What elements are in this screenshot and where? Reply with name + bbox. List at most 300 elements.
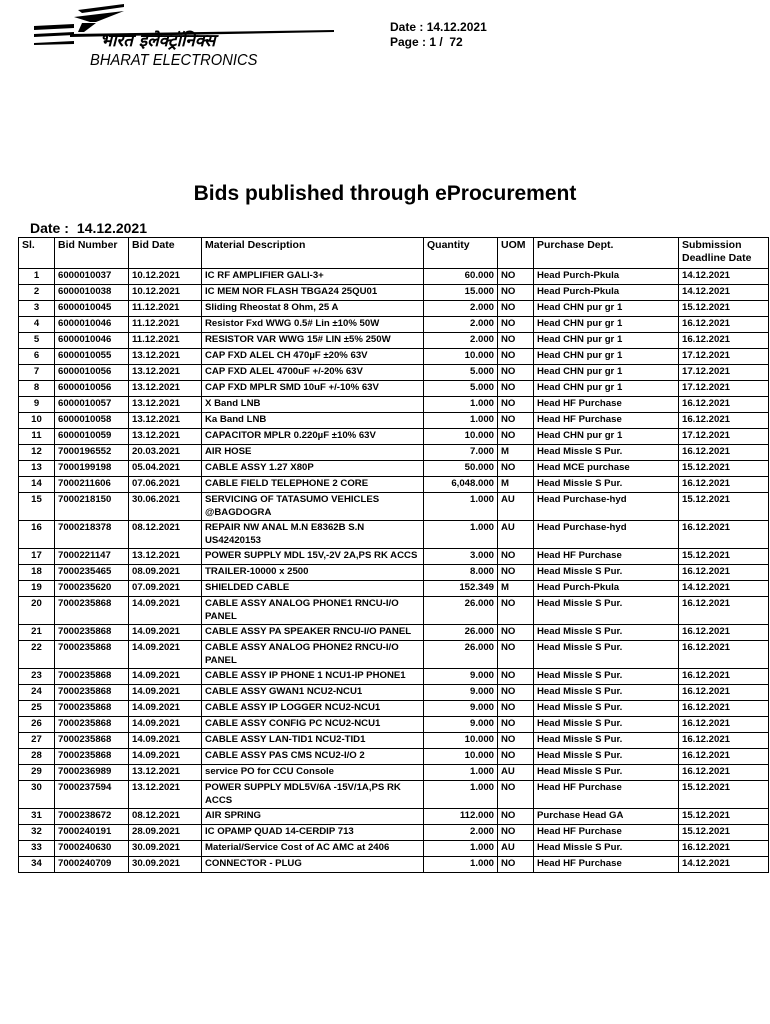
table-row xyxy=(19,397,769,413)
row-submission-deadline: 14.12.2021 xyxy=(679,581,769,597)
row-sl: 7 xyxy=(19,365,55,381)
row-uom: M xyxy=(498,477,534,493)
row-bid-date: 20.03.2021 xyxy=(129,445,202,461)
row-bid-number: 7000199198 xyxy=(55,461,129,477)
row-material-description: Ka Band LNB xyxy=(202,413,424,429)
table-row xyxy=(19,641,769,669)
row-purchase-dept: Head HF Purchase xyxy=(534,857,679,873)
row-sl: 9 xyxy=(19,397,55,413)
row-purchase-dept: Head Missle S Pur. xyxy=(534,717,679,733)
table-row xyxy=(19,445,769,461)
row-sl: 8 xyxy=(19,381,55,397)
row-quantity: 10.000 xyxy=(424,733,498,749)
row-sl: 32 xyxy=(19,825,55,841)
row-submission-deadline: 15.12.2021 xyxy=(679,825,769,841)
row-bid-number: 6000010057 xyxy=(55,397,129,413)
row-purchase-dept: Head Missle S Pur. xyxy=(534,841,679,857)
row-purchase-dept: Head Purchase-hyd xyxy=(534,493,679,521)
row-bid-number: 7000235868 xyxy=(55,685,129,701)
row-material-description: CAP FXD ALEL 4700uF +/-20% 63V xyxy=(202,365,424,381)
row-material-description: CONNECTOR - PLUG xyxy=(202,857,424,873)
row-submission-deadline: 16.12.2021 xyxy=(679,641,769,669)
row-material-description: IC MEM NOR FLASH TBGA24 25QU01 xyxy=(202,285,424,301)
row-purchase-dept: Head Purch-Pkula xyxy=(534,269,679,285)
table-row xyxy=(19,749,769,765)
row-purchase-dept: Head CHN pur gr 1 xyxy=(534,349,679,365)
row-bid-date: 13.12.2021 xyxy=(129,781,202,809)
row-uom: AU xyxy=(498,521,534,549)
row-purchase-dept: Head Purchase-hyd xyxy=(534,521,679,549)
row-submission-deadline: 16.12.2021 xyxy=(679,445,769,461)
row-purchase-dept: Head CHN pur gr 1 xyxy=(534,317,679,333)
row-submission-deadline: 14.12.2021 xyxy=(679,285,769,301)
row-sl: 2 xyxy=(19,285,55,301)
row-purchase-dept: Head Missle S Pur. xyxy=(534,701,679,717)
row-material-description: CABLE ASSY PA SPEAKER RNCU-I/O PANEL xyxy=(202,625,424,641)
row-submission-deadline: 17.12.2021 xyxy=(679,381,769,397)
row-material-description: AIR HOSE xyxy=(202,445,424,461)
row-submission-deadline: 16.12.2021 xyxy=(679,333,769,349)
table-row xyxy=(19,549,769,565)
row-sl: 31 xyxy=(19,809,55,825)
row-submission-deadline: 14.12.2021 xyxy=(679,269,769,285)
row-bid-date: 14.09.2021 xyxy=(129,749,202,765)
table-row xyxy=(19,349,769,365)
col-header-purchase-dept: Purchase Dept. xyxy=(534,238,679,269)
table-row xyxy=(19,781,769,809)
row-quantity: 9.000 xyxy=(424,669,498,685)
row-uom: NO xyxy=(498,641,534,669)
row-uom: NO xyxy=(498,285,534,301)
report-date-value: 14.12.2021 xyxy=(76,220,147,236)
row-bid-date: 14.09.2021 xyxy=(129,625,202,641)
row-material-description: CABLE ASSY 1.27 X80P xyxy=(202,461,424,477)
table-row xyxy=(19,493,769,521)
row-submission-deadline: 16.12.2021 xyxy=(679,317,769,333)
row-material-description: CABLE ASSY GWAN1 NCU2-NCU1 xyxy=(202,685,424,701)
row-quantity: 3.000 xyxy=(424,549,498,565)
row-sl: 15 xyxy=(19,493,55,521)
row-bid-date: 13.12.2021 xyxy=(129,365,202,381)
row-purchase-dept: Head Missle S Pur. xyxy=(534,445,679,461)
row-sl: 18 xyxy=(19,565,55,581)
row-purchase-dept: Head CHN pur gr 1 xyxy=(534,381,679,397)
row-uom: NO xyxy=(498,333,534,349)
row-purchase-dept: Head HF Purchase xyxy=(534,413,679,429)
row-quantity: 2.000 xyxy=(424,301,498,317)
row-sl: 20 xyxy=(19,597,55,625)
table-row xyxy=(19,269,769,285)
row-bid-number: 7000235868 xyxy=(55,717,129,733)
row-material-description: CABLE ASSY LAN-TID1 NCU2-TID1 xyxy=(202,733,424,749)
row-submission-deadline: 16.12.2021 xyxy=(679,669,769,685)
table-row xyxy=(19,333,769,349)
row-quantity: 5.000 xyxy=(424,381,498,397)
row-uom: AU xyxy=(498,493,534,521)
row-bid-date: 08.09.2021 xyxy=(129,565,202,581)
table-row xyxy=(19,565,769,581)
row-quantity: 60.000 xyxy=(424,269,498,285)
row-quantity: 2.000 xyxy=(424,333,498,349)
row-bid-number: 6000010037 xyxy=(55,269,129,285)
company-logo xyxy=(34,4,344,74)
logo-hindi-text: भारत इलेक्ट्रॉनिक्स xyxy=(100,31,216,51)
row-material-description: IC RF AMPLIFIER GALI-3+ xyxy=(202,269,424,285)
row-sl: 3 xyxy=(19,301,55,317)
col-header-uom: UOM xyxy=(498,238,534,269)
row-purchase-dept: Head CHN pur gr 1 xyxy=(534,365,679,381)
row-bid-number: 7000235868 xyxy=(55,749,129,765)
row-bid-date: 08.12.2021 xyxy=(129,521,202,549)
row-purchase-dept: Head MCE purchase xyxy=(534,461,679,477)
row-bid-number: 7000238672 xyxy=(55,809,129,825)
page-title: Bids published through eProcurement xyxy=(193,182,577,205)
row-submission-deadline: 15.12.2021 xyxy=(679,809,769,825)
table-row xyxy=(19,625,769,641)
table-row xyxy=(19,301,769,317)
row-submission-deadline: 16.12.2021 xyxy=(679,413,769,429)
bids-table xyxy=(18,237,769,873)
row-purchase-dept: Head HF Purchase xyxy=(534,825,679,841)
row-bid-number: 7000235620 xyxy=(55,581,129,597)
row-submission-deadline: 16.12.2021 xyxy=(679,717,769,733)
row-sl: 16 xyxy=(19,521,55,549)
table-row xyxy=(19,521,769,549)
table-row xyxy=(19,429,769,445)
row-uom: NO xyxy=(498,301,534,317)
row-quantity: 10.000 xyxy=(424,749,498,765)
report-date-label: Date : xyxy=(30,220,69,236)
row-purchase-dept: Head Purch-Pkula xyxy=(534,285,679,301)
row-bid-date: 07.09.2021 xyxy=(129,581,202,597)
row-quantity: 1.000 xyxy=(424,413,498,429)
row-material-description: CAPACITOR MPLR 0.220µF ±10% 63V xyxy=(202,429,424,445)
row-submission-deadline: 16.12.2021 xyxy=(679,749,769,765)
row-material-description: TRAILER-10000 x 2500 xyxy=(202,565,424,581)
row-bid-date: 14.09.2021 xyxy=(129,669,202,685)
row-sl: 1 xyxy=(19,269,55,285)
row-material-description: Material/Service Cost of AC AMC at 2406 xyxy=(202,841,424,857)
row-sl: 21 xyxy=(19,625,55,641)
row-submission-deadline: 16.12.2021 xyxy=(679,765,769,781)
row-bid-date: 10.12.2021 xyxy=(129,269,202,285)
header-page xyxy=(390,35,487,50)
row-purchase-dept: Head Purch-Pkula xyxy=(534,581,679,597)
row-bid-date: 13.12.2021 xyxy=(129,349,202,365)
row-quantity: 10.000 xyxy=(424,429,498,445)
table-row xyxy=(19,285,769,301)
header-page-label: Page : xyxy=(390,35,427,49)
row-sl: 24 xyxy=(19,685,55,701)
header-page-value: 1 / xyxy=(429,35,443,49)
col-header-quantity: Quantity xyxy=(424,238,498,269)
row-quantity: 1.000 xyxy=(424,493,498,521)
row-uom: NO xyxy=(498,317,534,333)
row-bid-date: 28.09.2021 xyxy=(129,825,202,841)
row-sl: 6 xyxy=(19,349,55,365)
table-row xyxy=(19,857,769,873)
row-submission-deadline: 16.12.2021 xyxy=(679,685,769,701)
row-quantity: 1.000 xyxy=(424,765,498,781)
row-material-description: CABLE ASSY ANALOG PHONE2 RNCU-I/O PANEL xyxy=(202,641,424,669)
row-quantity: 50.000 xyxy=(424,461,498,477)
row-uom: NO xyxy=(498,669,534,685)
row-purchase-dept: Head Missle S Pur. xyxy=(534,685,679,701)
row-sl: 29 xyxy=(19,765,55,781)
row-purchase-dept: Head Missle S Pur. xyxy=(534,641,679,669)
row-bid-number: 6000010046 xyxy=(55,317,129,333)
row-bid-number: 7000235868 xyxy=(55,701,129,717)
row-material-description: CABLE FIELD TELEPHONE 2 CORE xyxy=(202,477,424,493)
row-bid-date: 30.09.2021 xyxy=(129,857,202,873)
row-sl: 19 xyxy=(19,581,55,597)
row-sl: 11 xyxy=(19,429,55,445)
table-row xyxy=(19,841,769,857)
row-material-description: CAP FXD ALEL CH 470µF ±20% 63V xyxy=(202,349,424,365)
row-quantity: 1.000 xyxy=(424,397,498,413)
row-submission-deadline: 16.12.2021 xyxy=(679,597,769,625)
logo-english-text: BHARAT ELECTRONICS xyxy=(90,52,258,69)
row-purchase-dept: Head Missle S Pur. xyxy=(534,733,679,749)
row-bid-number: 6000010046 xyxy=(55,333,129,349)
row-bid-date: 13.12.2021 xyxy=(129,381,202,397)
table-header-row xyxy=(19,238,769,269)
row-material-description: CABLE ASSY ANALOG PHONE1 RNCU-I/O PANEL xyxy=(202,597,424,625)
table-row xyxy=(19,381,769,397)
row-material-description: CABLE ASSY IP PHONE 1 NCU1-IP PHONE1 xyxy=(202,669,424,685)
row-quantity: 10.000 xyxy=(424,349,498,365)
row-purchase-dept: Head Missle S Pur. xyxy=(534,749,679,765)
row-bid-date: 30.06.2021 xyxy=(129,493,202,521)
col-header-bid-number: Bid Number xyxy=(55,238,129,269)
row-bid-date: 11.12.2021 xyxy=(129,317,202,333)
row-bid-date: 10.12.2021 xyxy=(129,285,202,301)
col-header-bid-date: Bid Date xyxy=(129,238,202,269)
row-uom: NO xyxy=(498,781,534,809)
row-bid-date: 30.09.2021 xyxy=(129,841,202,857)
row-sl: 22 xyxy=(19,641,55,669)
table-row xyxy=(19,717,769,733)
row-material-description: SHIELDED CABLE xyxy=(202,581,424,597)
row-sl: 4 xyxy=(19,317,55,333)
table-row xyxy=(19,461,769,477)
row-purchase-dept: Head Missle S Pur. xyxy=(534,669,679,685)
row-material-description: service PO for CCU Console xyxy=(202,765,424,781)
row-bid-date: 14.09.2021 xyxy=(129,717,202,733)
row-material-description: RESISTOR VAR WWG 15# LIN ±5% 250W xyxy=(202,333,424,349)
row-submission-deadline: 17.12.2021 xyxy=(679,429,769,445)
row-sl: 17 xyxy=(19,549,55,565)
row-purchase-dept: Head Missle S Pur. xyxy=(534,625,679,641)
row-submission-deadline: 16.12.2021 xyxy=(679,477,769,493)
row-material-description: Resistor Fxd WWG 0.5# Lin ±10% 50W xyxy=(202,317,424,333)
row-sl: 33 xyxy=(19,841,55,857)
row-material-description: REPAIR NW ANAL M.N E8362B S.N US42420153 xyxy=(202,521,424,549)
row-bid-date: 13.12.2021 xyxy=(129,549,202,565)
row-uom: NO xyxy=(498,857,534,873)
row-bid-number: 6000010058 xyxy=(55,413,129,429)
table-row xyxy=(19,365,769,381)
row-purchase-dept: Head CHN pur gr 1 xyxy=(534,333,679,349)
row-bid-number: 7000237594 xyxy=(55,781,129,809)
row-bid-number: 7000235868 xyxy=(55,625,129,641)
row-submission-deadline: 16.12.2021 xyxy=(679,565,769,581)
row-bid-number: 7000240709 xyxy=(55,857,129,873)
table-row xyxy=(19,477,769,493)
row-sl: 28 xyxy=(19,749,55,765)
table-row xyxy=(19,669,769,685)
table-row xyxy=(19,413,769,429)
row-bid-date: 05.04.2021 xyxy=(129,461,202,477)
row-submission-deadline: 16.12.2021 xyxy=(679,733,769,749)
row-quantity: 9.000 xyxy=(424,717,498,733)
row-sl: 30 xyxy=(19,781,55,809)
row-quantity: 26.000 xyxy=(424,597,498,625)
row-uom: NO xyxy=(498,625,534,641)
row-purchase-dept: Head Missle S Pur. xyxy=(534,565,679,581)
row-bid-date: 13.12.2021 xyxy=(129,397,202,413)
row-material-description: CABLE ASSY CONFIG PC NCU2-NCU1 xyxy=(202,717,424,733)
row-quantity: 1.000 xyxy=(424,781,498,809)
row-bid-number: 6000010045 xyxy=(55,301,129,317)
row-bid-number: 6000010038 xyxy=(55,285,129,301)
row-uom: NO xyxy=(498,701,534,717)
table-row xyxy=(19,581,769,597)
header-date xyxy=(390,20,487,35)
row-uom: NO xyxy=(498,733,534,749)
header-date-label: Date : xyxy=(390,20,424,34)
row-material-description: IC OPAMP QUAD 14-CERDIP 713 xyxy=(202,825,424,841)
row-bid-number: 7000235868 xyxy=(55,733,129,749)
table-row xyxy=(19,701,769,717)
row-submission-deadline: 16.12.2021 xyxy=(679,841,769,857)
row-material-description: CABLE ASSY IP LOGGER NCU2-NCU1 xyxy=(202,701,424,717)
row-uom: NO xyxy=(498,429,534,445)
report-date xyxy=(30,220,155,236)
row-bid-number: 7000221147 xyxy=(55,549,129,565)
row-sl: 25 xyxy=(19,701,55,717)
row-bid-date: 14.09.2021 xyxy=(129,597,202,625)
row-submission-deadline: 16.12.2021 xyxy=(679,397,769,413)
row-uom: NO xyxy=(498,717,534,733)
row-quantity: 9.000 xyxy=(424,701,498,717)
row-purchase-dept: Head HF Purchase xyxy=(534,781,679,809)
row-purchase-dept: Head HF Purchase xyxy=(534,397,679,413)
row-bid-date: 11.12.2021 xyxy=(129,333,202,349)
row-bid-number: 6000010055 xyxy=(55,349,129,365)
table-row xyxy=(19,765,769,781)
row-material-description: POWER SUPPLY MDL5V/6A -15V/1A,PS RK ACCS xyxy=(202,781,424,809)
row-bid-number: 7000218378 xyxy=(55,521,129,549)
row-uom: NO xyxy=(498,413,534,429)
row-uom: NO xyxy=(498,825,534,841)
row-uom: M xyxy=(498,581,534,597)
table-row xyxy=(19,317,769,333)
table-body xyxy=(19,269,769,873)
row-bid-number: 6000010056 xyxy=(55,365,129,381)
row-uom: NO xyxy=(498,269,534,285)
row-purchase-dept: Head Missle S Pur. xyxy=(534,477,679,493)
row-uom: NO xyxy=(498,461,534,477)
row-uom: NO xyxy=(498,397,534,413)
row-quantity: 6,048.000 xyxy=(424,477,498,493)
row-bid-date: 14.09.2021 xyxy=(129,685,202,701)
row-submission-deadline: 15.12.2021 xyxy=(679,301,769,317)
header-date-value: 14.12.2021 xyxy=(426,20,487,34)
row-quantity: 26.000 xyxy=(424,641,498,669)
table-row xyxy=(19,825,769,841)
row-purchase-dept: Head CHN pur gr 1 xyxy=(534,429,679,445)
row-submission-deadline: 15.12.2021 xyxy=(679,461,769,477)
row-bid-date: 14.09.2021 xyxy=(129,701,202,717)
row-bid-number: 7000235868 xyxy=(55,597,129,625)
row-uom: NO xyxy=(498,349,534,365)
row-submission-deadline: 16.12.2021 xyxy=(679,701,769,717)
row-purchase-dept: Head HF Purchase xyxy=(534,549,679,565)
row-uom: NO xyxy=(498,381,534,397)
row-bid-number: 7000236989 xyxy=(55,765,129,781)
row-material-description: Sliding Rheostat 8 Ohm, 25 A xyxy=(202,301,424,317)
row-quantity: 5.000 xyxy=(424,365,498,381)
row-submission-deadline: 15.12.2021 xyxy=(679,493,769,521)
row-submission-deadline: 16.12.2021 xyxy=(679,521,769,549)
table-row xyxy=(19,597,769,625)
row-bid-date: 08.12.2021 xyxy=(129,809,202,825)
header-meta xyxy=(390,20,487,50)
row-quantity: 7.000 xyxy=(424,445,498,461)
row-bid-number: 6000010059 xyxy=(55,429,129,445)
row-sl: 27 xyxy=(19,733,55,749)
row-bid-date: 13.12.2021 xyxy=(129,429,202,445)
row-uom: M xyxy=(498,445,534,461)
row-sl: 13 xyxy=(19,461,55,477)
row-uom: NO xyxy=(498,597,534,625)
row-material-description: X Band LNB xyxy=(202,397,424,413)
row-quantity: 26.000 xyxy=(424,625,498,641)
row-sl: 26 xyxy=(19,717,55,733)
row-submission-deadline: 15.12.2021 xyxy=(679,549,769,565)
row-bid-date: 07.06.2021 xyxy=(129,477,202,493)
row-submission-deadline: 16.12.2021 xyxy=(679,625,769,641)
row-uom: AU xyxy=(498,765,534,781)
row-submission-deadline: 17.12.2021 xyxy=(679,349,769,365)
row-sl: 12 xyxy=(19,445,55,461)
row-bid-date: 13.12.2021 xyxy=(129,765,202,781)
row-sl: 14 xyxy=(19,477,55,493)
row-material-description: CABLE ASSY PAS CMS NCU2-I/O 2 xyxy=(202,749,424,765)
row-quantity: 112.000 xyxy=(424,809,498,825)
row-quantity: 15.000 xyxy=(424,285,498,301)
table-row xyxy=(19,685,769,701)
row-sl: 34 xyxy=(19,857,55,873)
row-material-description: AIR SPRING xyxy=(202,809,424,825)
row-bid-number: 7000240191 xyxy=(55,825,129,841)
row-uom: NO xyxy=(498,749,534,765)
row-bid-date: 11.12.2021 xyxy=(129,301,202,317)
table-row xyxy=(19,809,769,825)
col-header-submission-deadline: Submission Deadline Date xyxy=(679,238,769,269)
row-uom: NO xyxy=(498,685,534,701)
row-sl: 23 xyxy=(19,669,55,685)
row-uom: AU xyxy=(498,841,534,857)
row-quantity: 1.000 xyxy=(424,841,498,857)
row-material-description: CAP FXD MPLR SMD 10uF +/-10% 63V xyxy=(202,381,424,397)
row-bid-number: 7000235868 xyxy=(55,641,129,669)
col-header-material-description: Material Description xyxy=(202,238,424,269)
row-uom: NO xyxy=(498,549,534,565)
row-uom: NO xyxy=(498,365,534,381)
row-bid-number: 7000218150 xyxy=(55,493,129,521)
